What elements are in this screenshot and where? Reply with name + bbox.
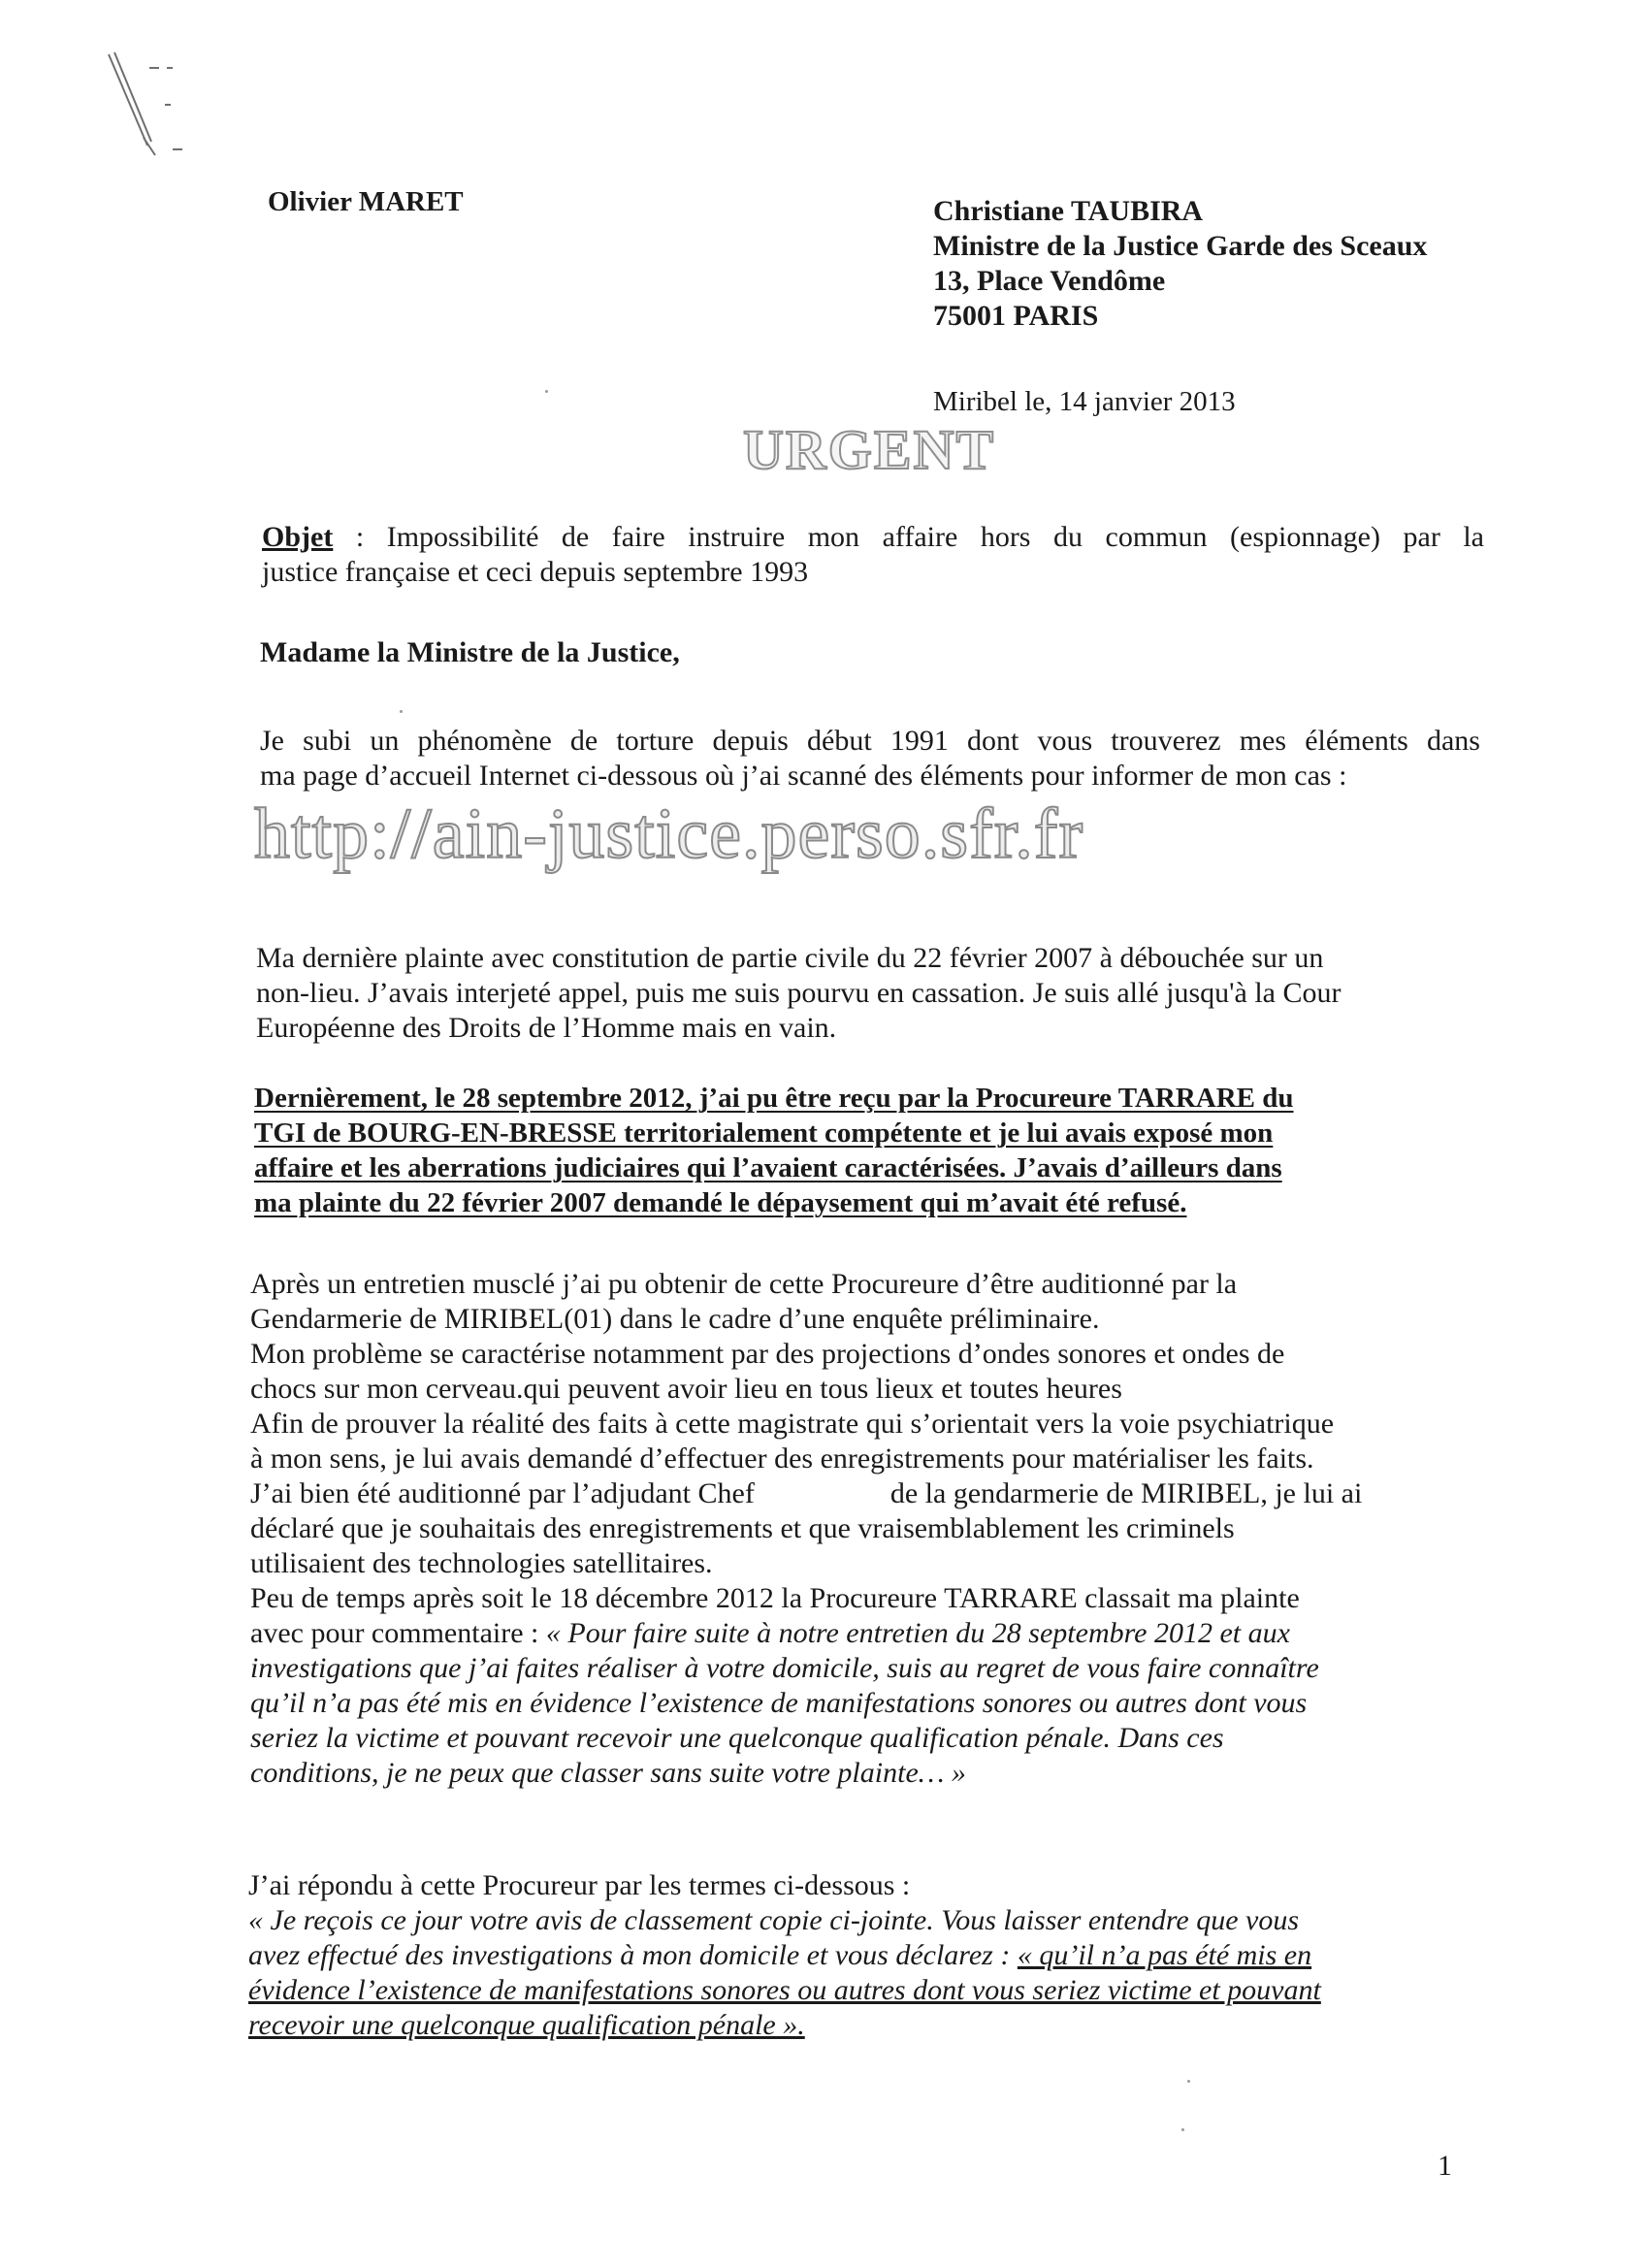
reply-line-3b: « qu’il n’a pas été mis en [1017, 1939, 1312, 1971]
quote-line-2: investigations que j’ai faites réaliser à votre domicile, suis au regret de vous faire connaître [250, 1652, 1319, 1684]
quote-line-3: qu’il n’a pas été mis en évidence l’existence de manifestations sonores ou autres dont vous [250, 1687, 1308, 1719]
subject-text-1: Impossibilité de faire instruire mon affaire hors du commun (espionnage) par la [386, 521, 1484, 553]
interview-line-11-text: avec pour commentaire : [250, 1617, 539, 1649]
recipient-address [933, 194, 1427, 334]
reply-line-5: recevoir une quelconque qualification pénale ». [248, 2009, 805, 2041]
reply-line-3a: avez effectué des investigations à mon domicile et vous déclarez : [248, 1939, 1011, 1971]
recent-line-1: Dernièrement, le 28 septembre 2012, j’ai pu être reçu par la Procureure TARRARE du [254, 1083, 1294, 1114]
subject-separator: : [333, 521, 387, 553]
scan-mark [105, 49, 221, 165]
reply-line-3 [248, 1938, 1476, 1973]
interview-line-7a: J’ai bien été auditionné par l’adjudant Chef [250, 1477, 755, 1509]
urgent-stamp: URGENT [743, 418, 996, 481]
interview-line-4: chocs sur mon cerveau.qui peuvent avoir lieu en tous lieux et toutes heures [250, 1373, 1122, 1405]
recent-line-2: TGI de BOURG-EN-BRESSE territorialement compétente et je lui avais exposé mon [254, 1118, 1274, 1149]
reply-line-4: évidence l’existence de manifestations sonores ou autres dont vous seriez victime et pouvant [248, 1974, 1321, 2006]
last-complaint-line-1: Ma dernière plainte avec constitution de partie civile du 22 février 2007 à débouchée sur un [256, 942, 1324, 974]
interview-line-9: utilisaient des technologies satellitaires. [250, 1547, 713, 1579]
scan-speck [400, 710, 403, 713]
subject-block [262, 520, 1484, 590]
intro-line-1: Je subi un phénomène de torture depuis début 1991 dont vous trouverez mes éléments dans [260, 725, 1480, 757]
date-line: Miribel le, 14 janvier 2013 [933, 386, 1236, 417]
reply-paragraph [248, 1868, 1476, 2043]
recipient-street: 13, Place Vendôme [933, 265, 1166, 297]
recent-line-3: affaire et les aberrations judiciaires qui l’avaient caractérisées. J’avais d’ailleurs dans [254, 1152, 1282, 1183]
interview-line-10: Peu de temps après soit le 18 décembre 2012 la Procureure TARRARE classait ma plainte [250, 1582, 1300, 1614]
intro-paragraph [260, 724, 1480, 794]
interview-line-11 [250, 1616, 1476, 1651]
reply-line-1: J’ai répondu à cette Procureur par les termes ci-dessous : [248, 1869, 911, 1901]
last-complaint-line-3: Européenne des Droits de l’Homme mais en vain. [256, 1012, 837, 1044]
subject-line-2: justice française et ceci depuis septembre 1993 [262, 556, 809, 588]
recent-line-4: ma plainte du 22 février 2007 demandé le dépaysement qui m’avait été refusé. [254, 1187, 1187, 1218]
recipient-name: Christiane TAUBIRA [933, 195, 1204, 227]
scan-speck [545, 390, 548, 393]
website-url: http://ain-justice.perso.sfr.fr [254, 794, 1084, 874]
interview-line-7b: de la gendarmerie de MIRIBEL, je lui ai [889, 1477, 1363, 1509]
page-number: 1 [1438, 2150, 1452, 2182]
interview-paragraph [250, 1267, 1476, 1791]
interview-line-8: déclaré que je souhaitais des enregistrements et que vraisemblablement les criminels [250, 1512, 1235, 1544]
recipient-city: 75001 PARIS [933, 300, 1099, 332]
recent-meeting-paragraph [254, 1081, 1478, 1220]
interview-line-5: Afin de prouver la réalité des faits à cette magistrate qui s’orientait vers la voie psychiatrique [250, 1408, 1335, 1440]
last-complaint-line-2: non-lieu. J’avais interjeté appel, puis me suis pourvu en cassation. Je suis allé jusqu'à la Cour [256, 977, 1342, 1009]
sender-name: Olivier MARET [268, 186, 464, 217]
recipient-title: Ministre de la Justice Garde des Sceaux [933, 230, 1428, 262]
interview-line-2: Gendarmerie de MIRIBEL(01) dans le cadre d’une enquête préliminaire. [250, 1303, 1100, 1335]
scan-speck [1187, 2080, 1190, 2083]
intro-line-2: ma page d’accueil Internet ci-dessous où j’ai scanné des éléments pour informer de mon cas : [260, 760, 1347, 792]
interview-line-6: à mon sens, je lui avais demandé d’effectuer des enregistrements pour matérialiser les faits. [250, 1442, 1314, 1474]
quote-line-1: « Pour faire suite à notre entretien du 28 septembre 2012 et aux [545, 1617, 1290, 1649]
subject-label: Objet [262, 521, 334, 553]
interview-line-1: Après un entretien musclé j’ai pu obtenir de cette Procureure d’être auditionné par la [250, 1268, 1238, 1300]
quote-line-5: conditions, je ne peux que classer sans suite votre plainte… » [250, 1757, 966, 1789]
scan-speck [1181, 2128, 1184, 2131]
interview-line-7 [250, 1476, 1476, 1511]
last-complaint-paragraph [256, 941, 1467, 1046]
quote-line-4: seriez la victime et pouvant recevoir une quelconque qualification pénale. Dans ces [250, 1722, 1224, 1754]
salutation: Madame la Ministre de la Justice, [260, 636, 680, 668]
interview-line-3: Mon problème se caractérise notamment par des projections d’ondes sonores et ondes de [250, 1338, 1285, 1370]
subject-line-1 [262, 520, 1484, 555]
reply-line-2: « Je reçois ce jour votre avis de classement copie ci-jointe. Vous laisser entendre que vous [248, 1904, 1300, 1936]
